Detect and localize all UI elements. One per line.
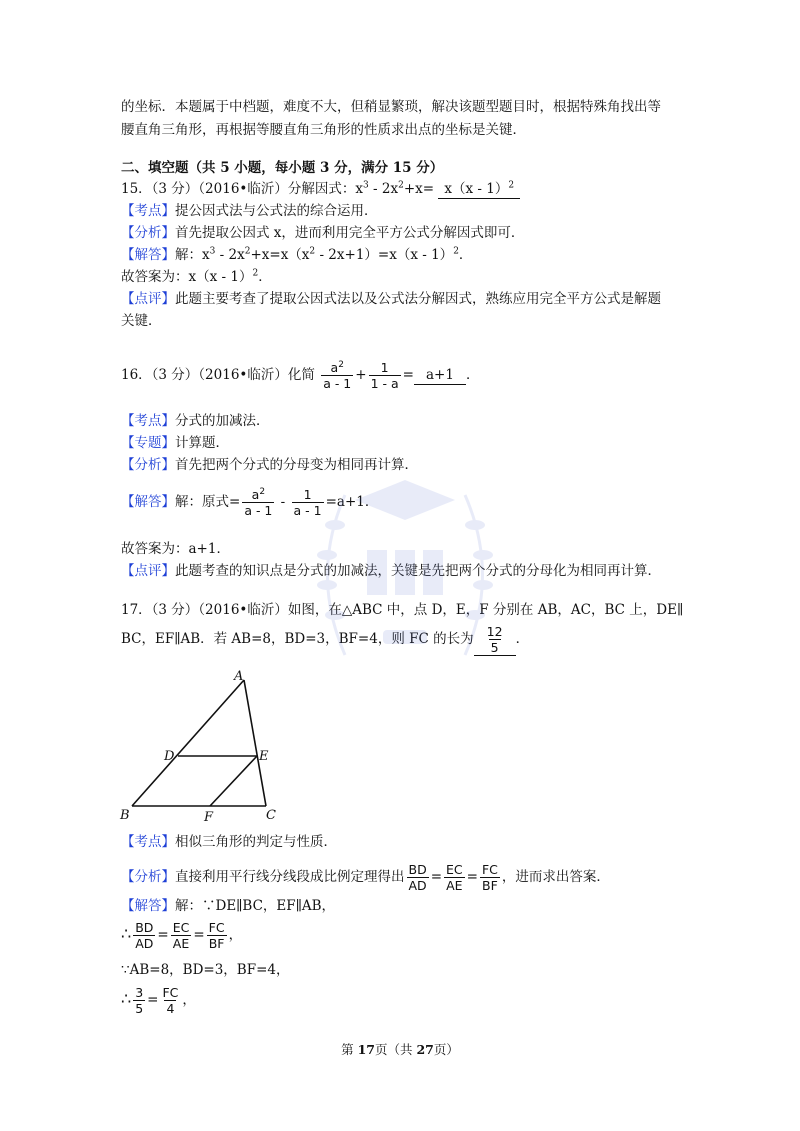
dianping-tag: 【点评】 xyxy=(121,291,175,307)
q16-final-answer: 故答案为：a+1． xyxy=(121,541,230,557)
jieda-tag: 【解答】 xyxy=(121,247,175,263)
q15-jieda: 【解答】解：$x^3 - 2x^2+x=x(x^2 - 2x+1)=x(x - 1)^2$． xyxy=(121,246,473,263)
q16-zhuanti: 【专题】计算题． xyxy=(121,435,229,451)
kaodian-tag: 【考点】 xyxy=(121,413,175,429)
q15-dianping: 【点评】此题主要考查了提取公因式法以及公式法分解因式，熟练应用完全平方公式是解题 xyxy=(121,291,661,307)
q17-jieda: 【解答】解：∵DE∥BC，EF∥AB， xyxy=(121,898,336,914)
q15-fenxi: 【分析】首先提取公因式 x，进而利用完全平方公式分解因式即可． xyxy=(121,225,525,241)
q17-ratio-eq: ∴ $\frac{BD}{AD}$ = $\frac{EC}{AE}$ = $\frac{FC}{BF}$ ， xyxy=(121,920,243,951)
fenxi-tag: 【分析】 xyxy=(121,869,175,885)
q16-fraction-1: $\frac{a^2}{a - 1}$ xyxy=(323,359,352,391)
q17-substitution: ∴ $\frac{3}{5}$ = $\frac{FC}{4}$ ， xyxy=(121,985,196,1016)
intro-line-2: 腰直角三角形，再根据等腰直角三角形的性质求出点的坐标是关键． xyxy=(121,122,526,138)
q17-answer-blank: $\frac{12}{5}$ xyxy=(474,624,516,656)
fraction-fc-4: $\frac{FC}{4}$ xyxy=(162,985,179,1016)
label-a: A xyxy=(234,669,244,684)
q16-fenxi: 【分析】首先把两个分式的分母变为相同再计算． xyxy=(121,457,418,473)
fenxi-tag: 【分析】 xyxy=(121,225,175,241)
q16-dianping: 【点评】此题考查的知识点是分式的加减法，关键是先把两个分式的分母化为相同再计算． xyxy=(121,563,661,579)
q17-fenxi: 【分析】直接利用平行线分线段成比例定理得出 $\frac{BD}{AD}$ = $\frac{EC}{AE}$ = $\frac{FC}{BF}$ ，进而求出答案． xyxy=(121,862,610,893)
q17-kaodian: 【考点】相似三角形的判定与性质． xyxy=(121,834,337,850)
q15-question: 15．（3 分）（2016•临沂）分解因式：$x^3 - 2x^2+x= x(x - 1)^2$ xyxy=(121,180,520,199)
page-footer: 第 17页（共 27页） xyxy=(341,1042,459,1057)
q16-answer-blank: a+1 xyxy=(414,366,466,385)
q15-kaodian: 【考点】提公因式法与公式法的综合运用． xyxy=(121,203,378,219)
label-e: E xyxy=(259,749,269,764)
q16-fraction-2: $\frac{1}{1 - a}$ xyxy=(370,360,399,391)
kaodian-tag: 【考点】 xyxy=(121,203,175,219)
label-d: D xyxy=(164,749,175,764)
triangle-figure xyxy=(118,668,288,824)
q16-jieda-fraction-2: $\frac{1}{a - 1}$ xyxy=(293,487,322,518)
kaodian-tag: 【考点】 xyxy=(121,834,175,850)
q17-question-line-1: 17．（3 分）（2016•临沂）如图，在△ABC 中，点 D，E，F 分别在 AB，AC，BC 上，DE∥ xyxy=(121,602,684,618)
q16-jieda-fraction-1: $\frac{a^2}{a - 1}$ xyxy=(244,486,273,518)
ratio-fc-bf: $\frac{FC}{BF}$ xyxy=(481,862,498,893)
jieda-tag: 【解答】 xyxy=(121,898,175,914)
ratio-fc-bf-2: $\frac{FC}{BF}$ xyxy=(208,920,225,951)
ratio-bd-ad: $\frac{BD}{AD}$ xyxy=(408,862,427,893)
q17-question-line-2: BC，EF∥AB．若 AB=8，BD=3，BF=4，则 FC 的长为 $\frac{12}{5}$ ． xyxy=(121,624,530,655)
q15-answer-blank: x（x - 1）$^2$ xyxy=(438,180,520,199)
q16-jieda: 【解答】解：原式= $\frac{a^2}{a - 1}$ - $\frac{1}{a - 1}$ =a+1． xyxy=(121,486,379,518)
q16-kaodian: 【考点】分式的加减法． xyxy=(121,413,270,429)
dianping-tag: 【点评】 xyxy=(121,563,175,579)
ratio-ec-ae-2: $\frac{EC}{AE}$ xyxy=(172,920,190,951)
label-b: B xyxy=(120,808,130,823)
ratio-bd-ad-2: $\frac{BD}{AD}$ xyxy=(135,920,154,951)
fraction-3-5: $\frac{3}{5}$ xyxy=(135,985,144,1016)
side-ac xyxy=(244,680,266,806)
segment-ef xyxy=(210,756,257,806)
q15-dianping-cont: 关键． xyxy=(121,313,162,329)
watermark-logo xyxy=(305,455,505,675)
label-f: F xyxy=(204,810,214,824)
fenxi-tag: 【分析】 xyxy=(121,457,175,473)
section-title: 二、填空题（共 5 小题，每小题 3 分，满分 15 分） xyxy=(121,160,444,176)
intro-line-1: 的坐标．本题属于中档题，难度不大，但稍显繁琐，解决该题型题目时，根据特殊角找出等 xyxy=(121,99,661,115)
ratio-ec-ae: $\frac{EC}{AE}$ xyxy=(446,862,463,893)
q15-final-answer: 故答案为：x（x - 1）$^2$． xyxy=(121,268,272,285)
zhuanti-tag: 【专题】 xyxy=(121,435,175,451)
q17-given: ∵AB=8，BD=3，BF=4， xyxy=(121,962,290,978)
q16-question: 16．（3 分）（2016•临沂）化简 $\frac{a^2}{a - 1}$ + $\frac{1}{1 - a}$ = a+1 ． xyxy=(121,359,480,391)
label-c: C xyxy=(266,808,276,823)
jieda-tag: 【解答】 xyxy=(121,494,175,510)
